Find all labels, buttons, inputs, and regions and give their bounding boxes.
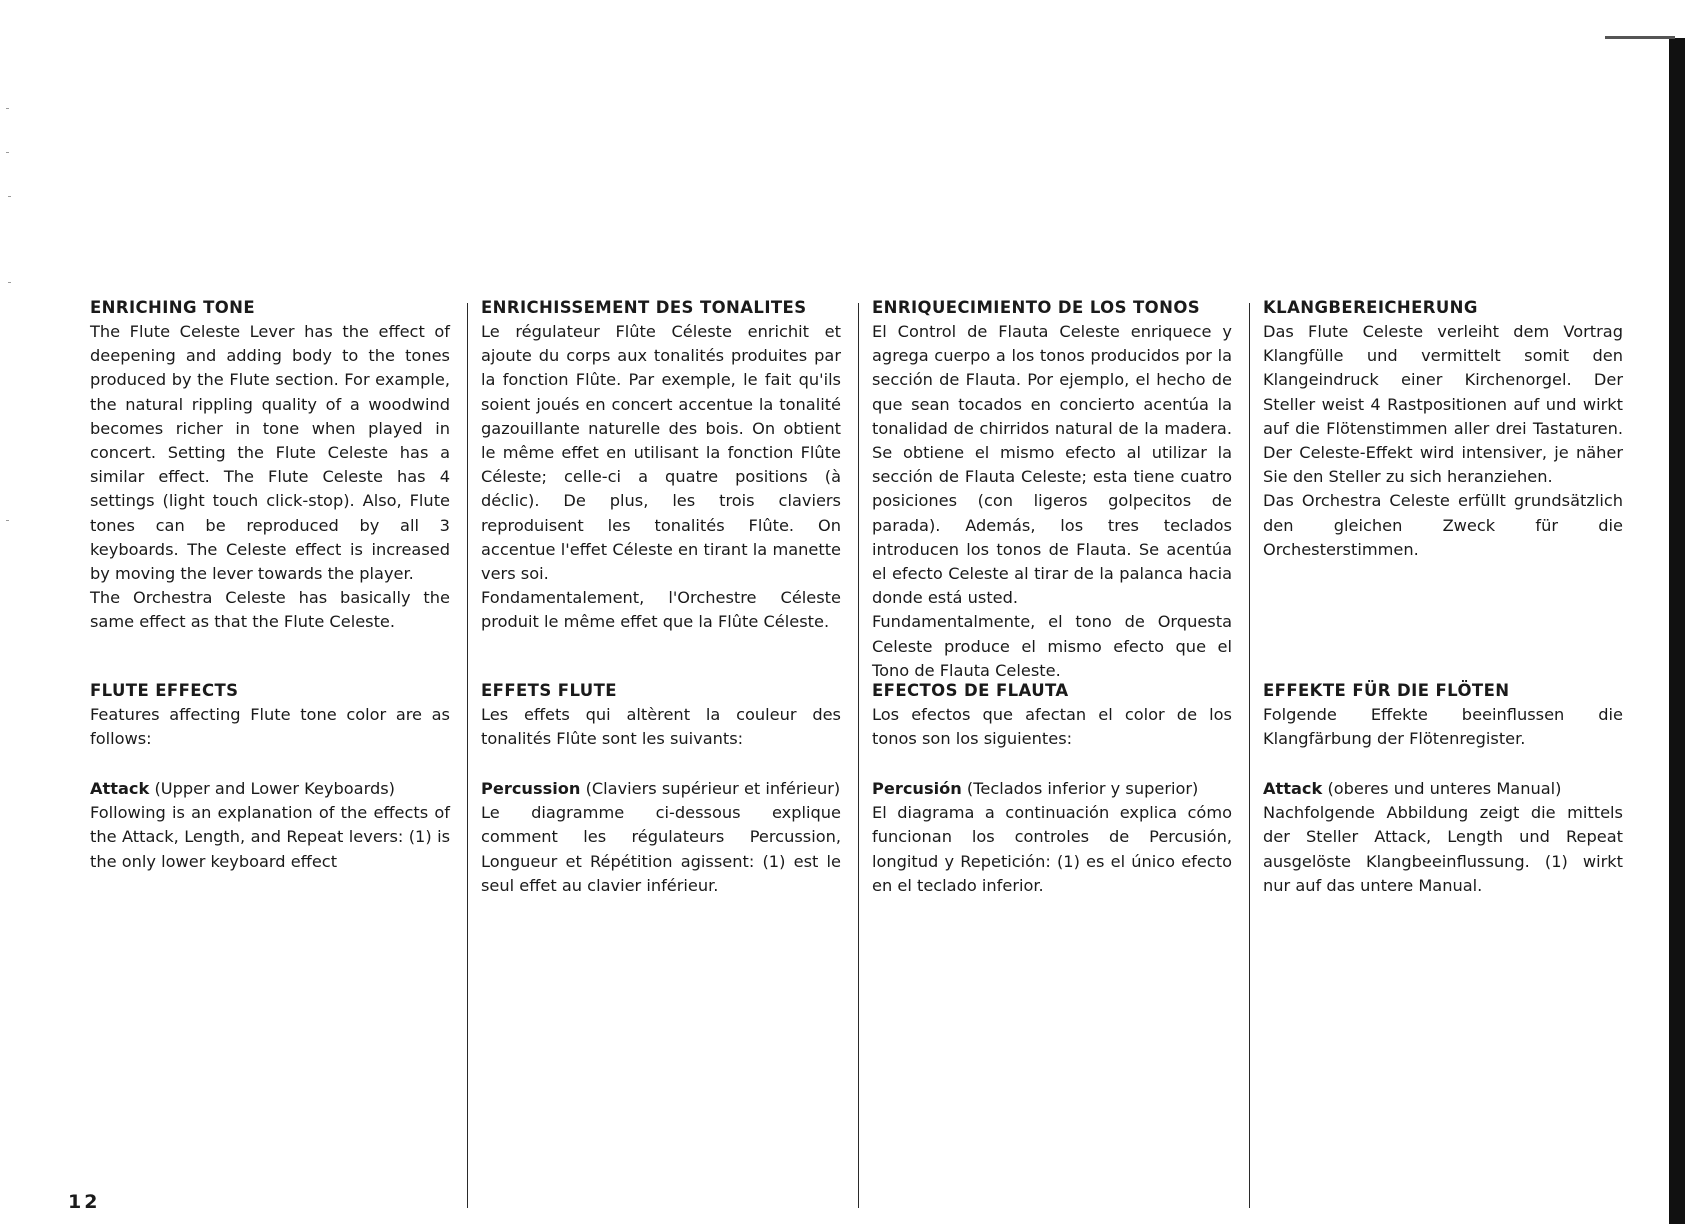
- paragraph: Fundamentalmente, el tono de Orquesta Celeste produce el mismo efecto que el Tono de Flauta Celeste.: [872, 612, 1232, 680]
- column-divider: [858, 303, 859, 1208]
- scan-speck: [6, 152, 9, 153]
- paragraph: The Flute Celeste Lever has the effect of deepening and adding body to the tones produced by the Flute section. For example, the natural rippling quality of a woodwind becomes richer in tone when played in concert. Setting the Flute Celeste has a similar effect. The Flute Celeste has 4 settings (light touch click-stop). Also, Flute tones can be reproduced by all 3 keyboards. The Celeste effect is increased by moving the lever towards the player.: [90, 322, 450, 584]
- scan-speck: [8, 282, 11, 283]
- paragraph: Nachfolgende Abbildung zeigt die mittels der Steller Attack, Length und Repeat ausgelöste Klangbeeinflussung. (1) wirkt nur auf das untere Manual.: [1263, 803, 1623, 895]
- section-enriching-tone: [481, 296, 841, 635]
- paragraph: Les effets qui altèrent la couleur des tonalités Flûte sont les suivants:: [481, 705, 841, 749]
- paragraph: Le diagramme ci-dessous explique comment les régulateurs Percussion, Longueur et Répétition agissent: (1) est le seul effet au clavier inférieur.: [481, 803, 841, 895]
- section-heading: ENRICHING TONE: [90, 298, 256, 317]
- subheading: [481, 777, 841, 801]
- section-enriching-tone: [872, 296, 1232, 683]
- scan-speck: [8, 196, 11, 197]
- section-heading: EFECTOS DE FLAUTA: [872, 681, 1069, 700]
- term: Attack: [1263, 779, 1323, 798]
- section-enriching-tone: [90, 296, 450, 635]
- subheading: [872, 777, 1232, 801]
- paragraph: El diagrama a continuación explica cómo funcionan los controles de Percusión, longitud y Repetición: (1) es el único efecto en el teclado inferior.: [872, 803, 1232, 895]
- section-flute-effects: [872, 679, 1232, 751]
- subheading: [90, 777, 450, 801]
- term: Percusión: [872, 779, 962, 798]
- paragraph: Following is an explanation of the effects of the Attack, Length, and Repeat levers: (1) is the only lower keyboard effect: [90, 803, 450, 871]
- section-heading: EFFETS FLUTE: [481, 681, 617, 700]
- paragraph: El Control de Flauta Celeste enriquece y agrega cuerpo a los tonos producidos por la sección de Flauta. Por ejemplo, el hecho de que sean tocados en concierto acentúa la tonalidad de chirridos natural de la madera. Se obtiene el mismo efecto al utilizar la sección de Flauta Celeste; esta tiene cuatro posiciones (con ligeros golpecitos de parada). Además, los tres teclados introducen los tonos de Flauta. Se acentúa el efecto Celeste al tirar de la palanca hacia donde está usted.: [872, 322, 1232, 608]
- section-attack: [90, 777, 450, 874]
- paragraph: Fondamentalement, l'Orchestre Céleste produit le même effet que la Flûte Céleste.: [481, 588, 841, 632]
- section-attack: [872, 777, 1232, 898]
- paragraph: Le régulateur Flûte Céleste enrichit et ajoute du corps aux tonalités produites par la fonction Flûte. Par exemple, le fait qu'ils soient joués en concert accentue la tonalité gazouillante naturelle des bois. On obtient le même effet en utilisant la fonction Flûte Céleste; celle-ci a quatre positions (à déclic). De plus, les trois claviers reproduisent les tonalités Flûte. On accentue l'effet Céleste en tirant la manette vers soi.: [481, 322, 841, 584]
- subheading: [1263, 777, 1623, 801]
- term-detail: (Claviers supérieur et inférieur): [580, 779, 841, 798]
- section-attack: [481, 777, 841, 898]
- section-heading: ENRIQUECIMIENTO DE LOS TONOS: [872, 298, 1201, 317]
- section-heading: ENRICHISSEMENT DES TONALITES: [481, 298, 807, 317]
- term-detail: (Upper and Lower Keyboards): [149, 779, 395, 798]
- paragraph: The Orchestra Celeste has basically the same effect as that the Flute Celeste.: [90, 588, 450, 632]
- page-edge-cap: [1605, 36, 1675, 39]
- section-heading: EFFEKTE FÜR DIE FLÖTEN: [1263, 681, 1510, 700]
- term: Attack: [90, 779, 150, 798]
- page-number: 12: [68, 1191, 101, 1213]
- section-flute-effects: [90, 679, 450, 751]
- section-flute-effects: [481, 679, 841, 751]
- scan-speck: [6, 520, 9, 521]
- paragraph: Los efectos que afectan el color de los tonos son los siguientes:: [872, 705, 1232, 749]
- paragraph: Features affecting Flute tone color are as follows:: [90, 705, 450, 749]
- section-heading: FLUTE EFFECTS: [90, 681, 239, 700]
- section-heading: KLANGBEREICHERUNG: [1263, 298, 1478, 317]
- section-attack: [1263, 777, 1623, 898]
- page-edge-shadow: [1669, 38, 1685, 1224]
- scan-speck: [6, 108, 9, 109]
- paragraph: Das Flute Celeste verleiht dem Vortrag Klangfülle und vermittelt somit den Klangeindruck einer Kirchenorgel. Der Steller weist 4 Rastpositionen auf und wirkt auf die Flötenstimmen aller drei Tastaturen. Der Celeste-Effekt wird intensiver, je näher Sie den Steller zu sich heranziehen.: [1263, 322, 1623, 487]
- column-divider: [1249, 303, 1250, 1208]
- term: Percussion: [481, 779, 581, 798]
- paragraph: Folgende Effekte beeinflussen die Klangfärbung der Flötenregister.: [1263, 705, 1623, 749]
- section-enriching-tone: [1263, 296, 1623, 562]
- section-flute-effects: [1263, 679, 1623, 751]
- column-divider: [467, 303, 468, 1208]
- term-detail: (oberes und unteres Manual): [1322, 779, 1562, 798]
- term-detail: (Teclados inferior y superior): [961, 779, 1199, 798]
- paragraph: Das Orchestra Celeste erfüllt grundsätzlich den gleichen Zweck für die Orchesterstimmen.: [1263, 491, 1623, 559]
